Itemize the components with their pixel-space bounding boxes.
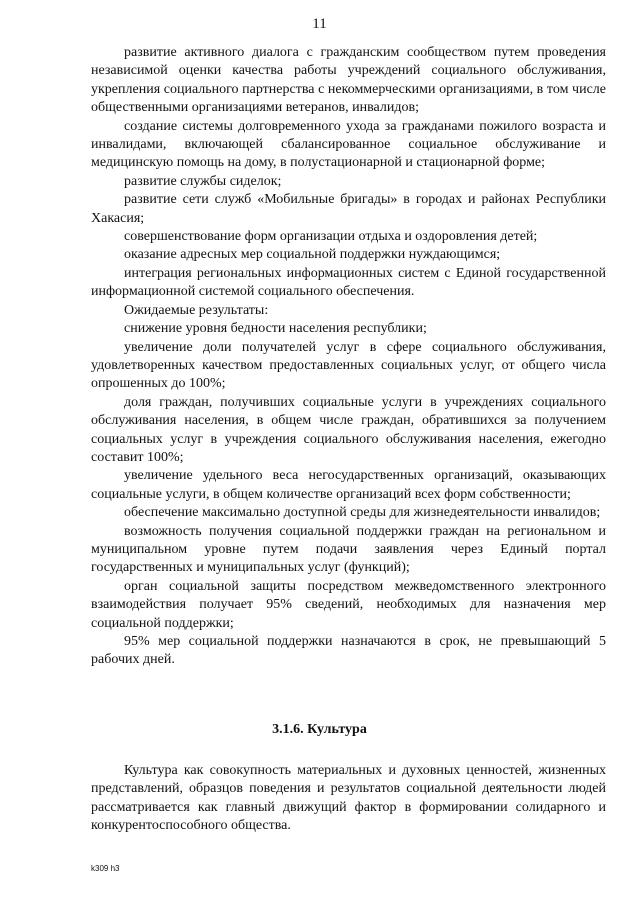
- paragraph: увеличение доли получателей услуг в сфере социального обслуживания, удовлетворенных качеством предоставленных социальных услуг, от общего числа опрошенных до 100%;: [91, 339, 606, 392]
- paragraph: 95% мер социальной поддержки назначаются в срок, не превышающий 5 рабочих дней.: [91, 634, 606, 668]
- paragraph: оказание адресных мер социальной поддержки нуждающимся;: [124, 247, 501, 263]
- paragraph: развитие сети служб «Мобильные бригады» в городах и районах Республики Хакасия;: [91, 192, 606, 226]
- paragraph: орган социальной защиты посредством межведомственного электронного взаимодействия получает 95% сведений, необходимых для назначения мер социальной поддержки;: [91, 578, 606, 631]
- section-heading: 3.1.6. Культура: [272, 722, 367, 737]
- paragraph: Культура как совокупность материальных и духовных ценностей, жизненных представлений, образцов поведения и результатов социальной деятельности людей рассматривается как главный движущий фактор в формировании солидарного и конкурентоспособного общества.: [91, 763, 606, 834]
- paragraph: создание системы долговременного ухода за гражданами пожилого возраста и инвалидами, включающей сбалансированное социальное обслуживание и медицинскую помощь на дому, в полустационарной и стационарной форме;: [91, 118, 606, 171]
- paragraph: интеграция региональных информационных систем с Единой государственной информационной системой социального обеспечения.: [91, 265, 606, 300]
- paragraph: совершенствование форм организации отдыха и оздоровления детей;: [124, 229, 538, 245]
- paragraph: доля граждан, получивших социальные услуги в учреждениях социального обслуживания населения, в общем числе граждан, обратившихся за получением социальных услуг в учреждения социального обслуживания населения, ежегодно составит 100%;: [91, 394, 606, 465]
- paragraph: Ожидаемые результаты:: [124, 302, 269, 318]
- footer-code: k309 h3: [91, 864, 120, 873]
- document-body: [91, 44, 606, 670]
- paragraph: развитие активного диалога с гражданским сообществом путем проведения независимой оценки качества работы учреждений социального обслуживания, укрепления социального партнерства с некоммерческими организациями, в том числе общественными организациями ветеранов, инвалидов;: [91, 45, 606, 116]
- paragraph: возможность получения социальной поддержки граждан на региональном и муниципальном уровне путем подачи заявления через Единый портал государственных и муниципальных услуг (функций);: [91, 523, 606, 576]
- paragraph: обеспечение максимально доступной среды для жизнедеятельности инвалидов;: [124, 505, 601, 521]
- culture-section-body: [91, 762, 606, 836]
- paragraph: развитие службы сиделок;: [124, 173, 282, 189]
- paragraph: снижение уровня бедности населения республики;: [124, 321, 427, 337]
- page-number: 11: [312, 16, 327, 32]
- paragraph: увеличение удельного веса негосударственных организаций, оказывающих социальные услуги, в общем количестве организаций всех форм собственности;: [91, 468, 606, 502]
